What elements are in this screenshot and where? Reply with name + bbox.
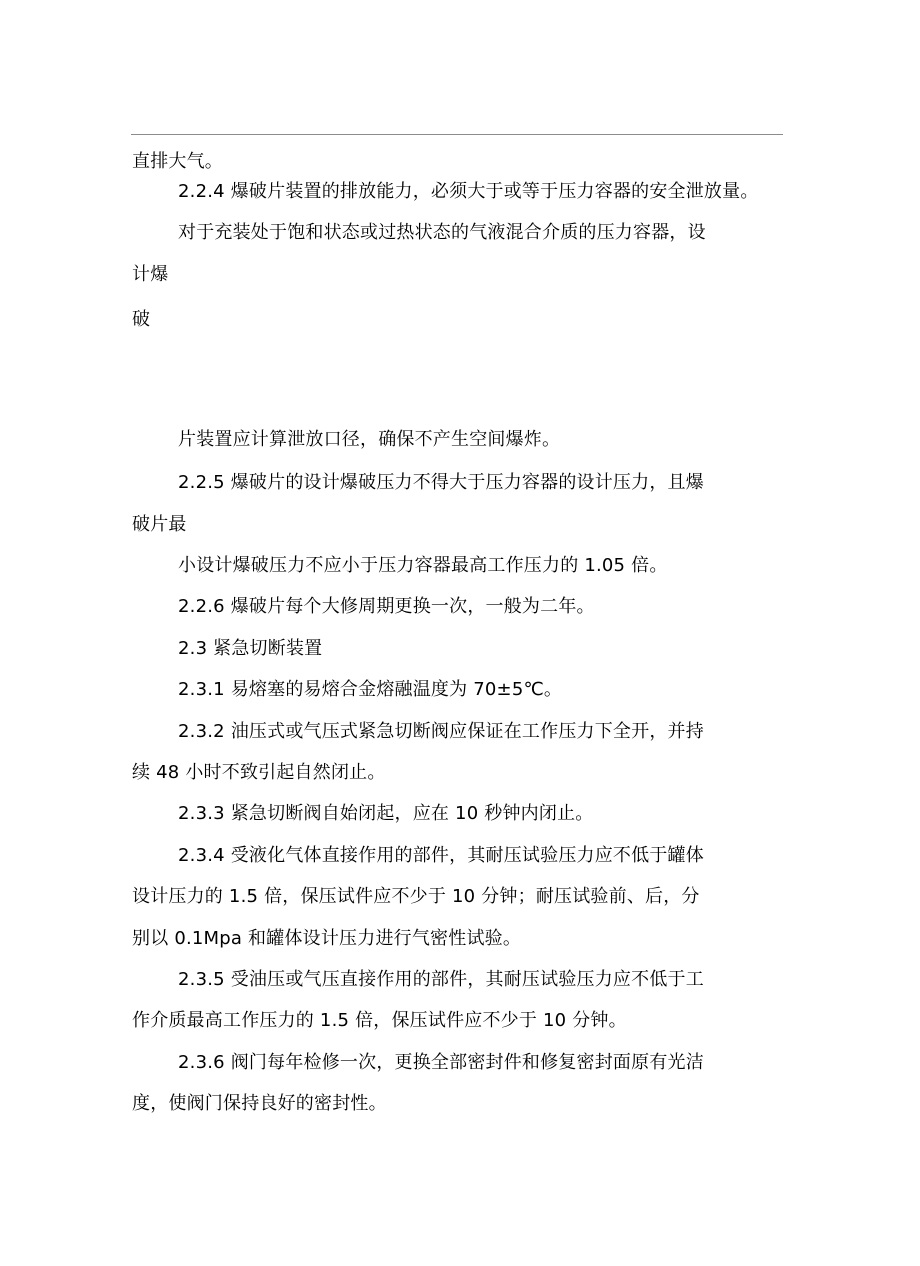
text-line: 2.3.6 阀门每年检修一次，更换全部密封件和修复密封面原有光洁: [178, 1052, 704, 1073]
text-line: 别以 0.1Mpa 和罐体设计压力进行气密性试验。: [132, 928, 522, 949]
section-heading: 2.3 紧急切断装置: [178, 638, 323, 659]
text-line: 作介质最高工作压力的 1.5 倍，保压试件应不少于 10 分钟。: [132, 1010, 627, 1031]
text-line: 度，使阀门保持良好的密封性。: [132, 1093, 387, 1114]
text-line: 小设计爆破压力不应小于压力容器最高工作压力的 1.05 倍。: [178, 555, 668, 576]
text-line: 2.2.5 爆破片的设计爆破压力不得大于压力容器的设计压力，且爆: [178, 472, 704, 493]
text-line: 2.3.1 易熔塞的易熔合金熔融温度为 70±5℃。: [178, 679, 563, 700]
text-line: 直排大气。: [132, 151, 223, 172]
text-line: 计爆: [132, 264, 169, 285]
text-line: 2.3.4 受液化气体直接作用的部件，其耐压试验压力应不低于罐体: [178, 845, 704, 866]
text-line: 片装置应计算泄放口径，确保不产生空间爆炸。: [178, 429, 561, 450]
text-line: 2.3.5 受油压或气压直接作用的部件，其耐压试验压力应不低于工: [178, 969, 704, 990]
text-line: 2.3.3 紧急切断阀自始闭起，应在 10 秒钟内闭止。: [178, 803, 594, 824]
text-line: 2.2.6 爆破片每个大修周期更换一次，一般为二年。: [178, 596, 595, 617]
header-rule: [131, 134, 783, 135]
text-line: 破: [132, 309, 151, 330]
text-line: 破片最: [132, 514, 187, 535]
text-line: 2.2.4 爆破片装置的排放能力，必须大于或等于压力容器的安全泄放量。: [178, 181, 759, 202]
text-line: 续 48 小时不致引起自然闭止。: [132, 762, 386, 783]
text-line: 设计压力的 1.5 倍，保压试件应不少于 10 分钟；耐压试验前、后，分: [132, 886, 700, 907]
text-line: 对于充装处于饱和状态或过热状态的气液混合介质的压力容器，设: [178, 222, 706, 243]
text-line: 2.3.2 油压式或气压式紧急切断阀应保证在工作压力下全开，并持: [178, 721, 704, 742]
